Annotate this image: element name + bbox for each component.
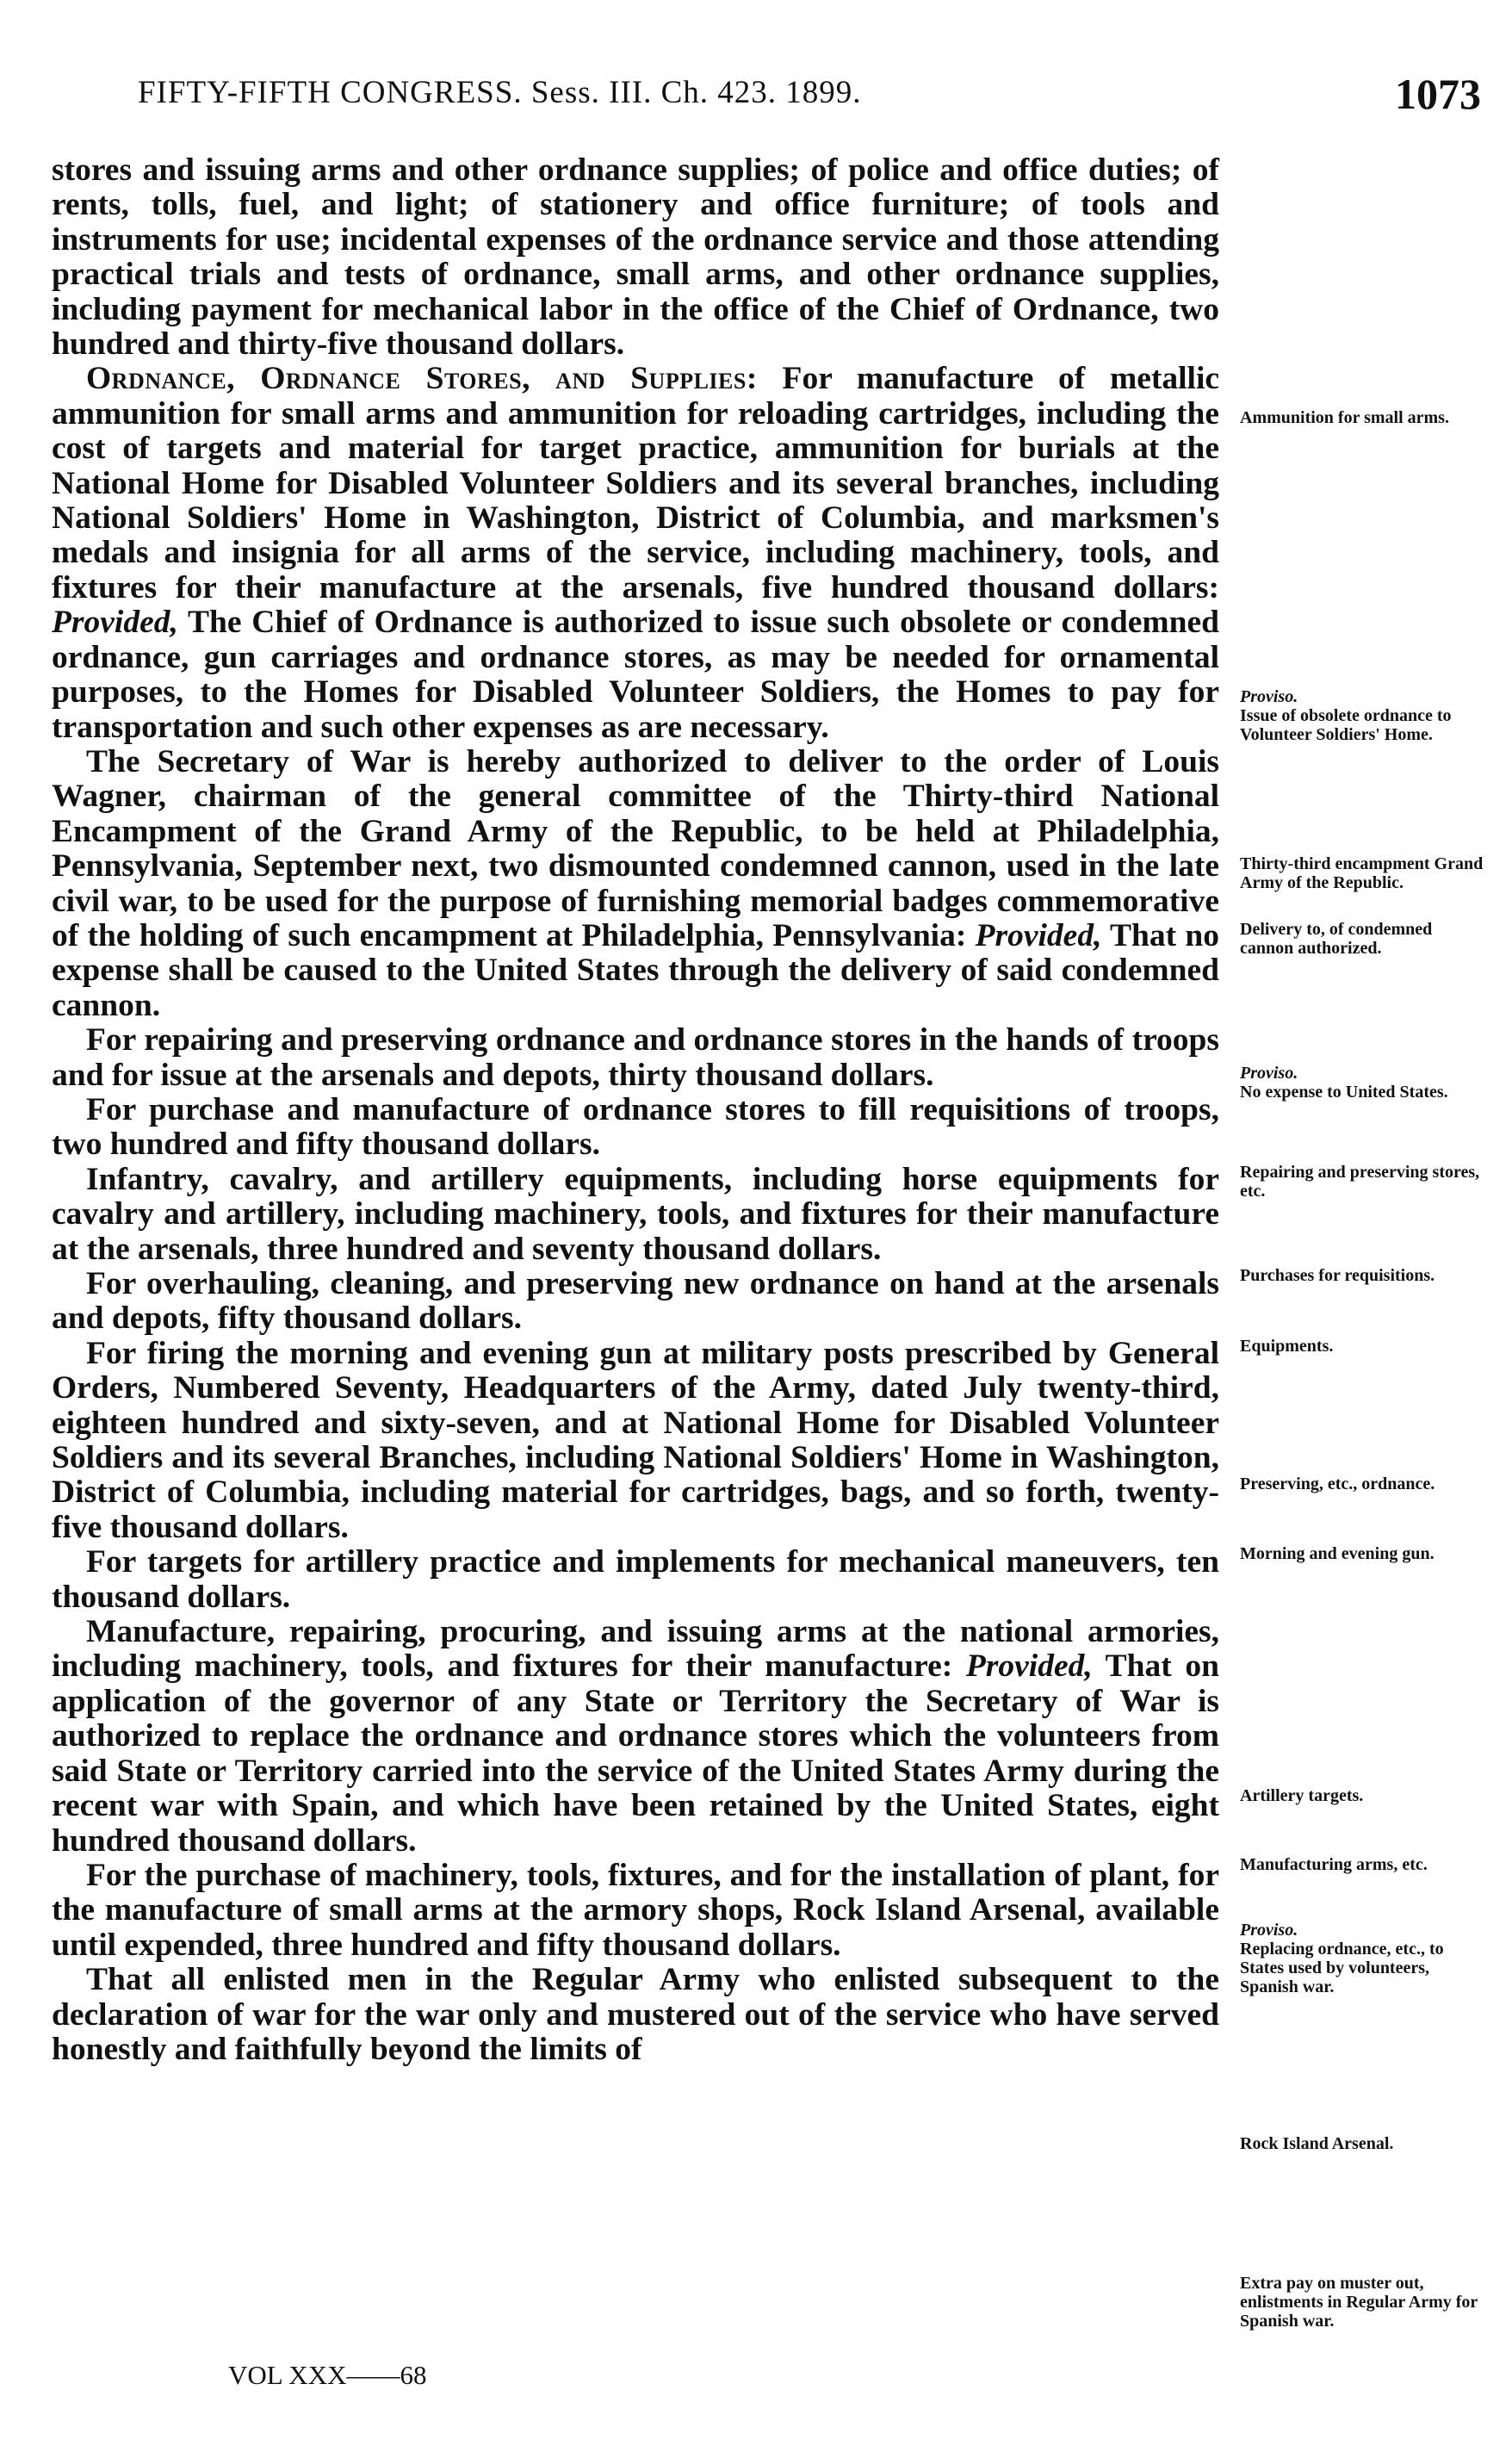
- margin-note: [1240, 2134, 1490, 2153]
- proviso-label: Proviso.: [1240, 687, 1298, 706]
- margin-note: [1240, 1786, 1490, 1805]
- paragraph: For overhauling, cleaning, and preserving new ordnance on hand at the arsenals and depots, fifty thousand dollars.: [52, 1266, 1219, 1337]
- margin-note: [1240, 1921, 1490, 1996]
- margin-note-text: Issue of obsolete ordnance to Volunteer Soldiers' Home.: [1240, 706, 1452, 744]
- paragraph: For targets for artillery practice and implements for mechanical maneuvers, ten thousand dollars.: [52, 1544, 1219, 1615]
- margin-note: [1240, 1064, 1490, 1102]
- margin-note: [1240, 2274, 1490, 2331]
- margin-note-text: Equipments.: [1240, 1337, 1334, 1356]
- margin-note: [1240, 687, 1490, 744]
- margin-note-text: Ammunition for small arms.: [1240, 408, 1449, 427]
- margin-note: [1240, 854, 1490, 892]
- paragraph-text: Manufacture, repairing, procuring, and issuing arms at the national armories, including machinery, tools, and fixtures for their manufacture:: [52, 1614, 1219, 1685]
- margin-note: [1240, 920, 1490, 958]
- paragraph: For the purchase of machinery, tools, fixtures, and for the installation of plant, for the manufacture of small arms at the armory shops, Rock Island Arsenal, available until expended, three hundred and fifty thousand dollars.: [52, 1857, 1219, 1963]
- margin-note: [1240, 1337, 1490, 1356]
- margin-note: [1240, 1266, 1490, 1285]
- margin-note: [1240, 1474, 1490, 1493]
- margin-note-text: Manufacturing arms, etc.: [1240, 1855, 1428, 1874]
- paragraph: That all enlisted men in the Regular Army who enlisted subsequent to the declaration of war for the war only and mustered out of the service who have served honestly and faithfully beyond the limits of: [52, 1962, 1219, 2067]
- proviso-label: Proviso.: [1240, 1921, 1298, 1940]
- paragraph-text: For manufacture of metallic ammunition for small arms and ammunition for reloading cartridges, including the cost of targets and material for target practice, ammunition for burials at the National Home for Disabled Volunteer Soldiers and its several branches, including National Soldiers' Home in Washington, District of Columbia, and marksmen's medals and insignia for all arms of the service, including machinery, tools, and fixtures for their manufacture at the arsenals, five hundred thousand dollars:: [52, 361, 1220, 605]
- provided-word: Provided,: [52, 605, 178, 641]
- running-header: [138, 70, 1481, 126]
- margin-note: [1240, 1855, 1490, 1874]
- proviso-text: That on application of the governor of any State or Territory the Secretary of War is authorized to replace the ordnance and ordnance stores which the volunteers from said State or Territory carried into the service of the United States Army during the recent war with Spain, and which have been retained by the United States, eight hundred thousand dollars.: [52, 1648, 1220, 1859]
- paragraph: For repairing and preserving ordnance and ordnance stores in the hands of troops and for issue at the arsenals and depots, thirty thousand dollars.: [52, 1022, 1219, 1093]
- paragraph: For purchase and manufacture of ordnance stores to fill requisitions of troops, two hundred and fifty thousand dollars.: [52, 1091, 1219, 1163]
- margin-note-text: Extra pay on muster out, enlistments in Regular Army for Spanish war.: [1240, 2274, 1478, 2331]
- margin-note-text: Thirty-third encampment Grand Army of the Republic.: [1240, 854, 1484, 892]
- margin-note-text: Rock Island Arsenal.: [1240, 2134, 1394, 2153]
- page-number: 1073: [1395, 70, 1481, 118]
- proviso-label: Proviso.: [1240, 1064, 1298, 1083]
- margin-note-text: Morning and evening gun.: [1240, 1544, 1435, 1563]
- main-text: [52, 153, 1219, 2067]
- margin-note-text: Repairing and preserving stores, etc.: [1240, 1163, 1480, 1201]
- proviso-text: That no expense shall be caused to the United States through the delivery of said condemned cannon.: [52, 917, 1219, 1023]
- margin-note-text: Preserving, etc., ordnance.: [1240, 1474, 1435, 1493]
- paragraph: [52, 362, 1219, 744]
- section-heading: Ordnance, Ordnance Stores, and Supplies:: [86, 361, 758, 397]
- margin-note-text: Delivery to, of condemned cannon authorized.: [1240, 920, 1433, 958]
- running-head: FIFTY-FIFTH CONGRESS. Sess. III. Ch. 423. 1899.: [138, 75, 862, 110]
- provided-word: Provided,: [975, 917, 1102, 953]
- proviso-text: The Chief of Ordnance is authorized to issue such obsolete or condemned ordnance, gun carriages and ordnance stores, as may be needed for ornamental purposes, to the Homes for Disabled Volunteer Soldiers, the Homes to pay for transportation and such other expenses as are necessary.: [52, 605, 1219, 745]
- paragraph-text: The Secretary of War is hereby authorized to deliver to the order of Louis Wagner, chairman of the general committee of the Thirty-third National Encampment of the Grand Army of the Republic, to be held at Philadelphia, Pennsylvania, September next, two dismounted condemned cannon, used in the late civil war, to be used for the purpose of furnishing memorial badges commemorative of the holding of such encampment at Philadelphia, Pennsylvania:: [52, 743, 1219, 953]
- margin-note-text: Artillery targets.: [1240, 1786, 1364, 1805]
- paragraph: [52, 745, 1219, 1023]
- paragraph: stores and issuing arms and other ordnance supplies; of police and office duties; of rents, tolls, fuel, and light; of stationery and office furniture; of tools and instruments for use; incidental expenses of the ordnance service and those attending practical trials and tests of ordnance, small arms, and other ordnance supplies, including payment for mechanical labor in the office of the Chief of Ordnance, two hundred and thirty-five thousand dollars.: [52, 152, 1219, 363]
- paragraph: [52, 1615, 1219, 1859]
- paragraph: For firing the morning and evening gun at military posts prescribed by General Orders, Numbered Seventy, Headquarters of the Army, dated July twenty-third, eighteen hundred and sixty-seven, and at National Home for Disabled Volunteer Soldiers and its several Branches, including National Soldiers' Home in Washington, District of Columbia, including material for cartridges, bags, and so forth, twenty-five thousand dollars.: [52, 1335, 1219, 1545]
- margin-note-text: No expense to United States.: [1240, 1083, 1448, 1102]
- margin-note-text: Purchases for requisitions.: [1240, 1266, 1435, 1285]
- margin-note: [1240, 1544, 1490, 1563]
- signature-mark: VOL XXX——68: [228, 2360, 427, 2390]
- provided-word: Provided,: [965, 1648, 1093, 1685]
- margin-note-text: Replacing ordnance, etc., to States used by volunteers, Spanish war.: [1240, 1940, 1444, 1996]
- margin-note: [1240, 1163, 1490, 1201]
- paragraph: Infantry, cavalry, and artillery equipments, including horse equipments for cavalry and artillery, including machinery, tools, and fixtures for their manufacture at the arsenals, three hundred and seventy thousand dollars.: [52, 1161, 1219, 1267]
- margin-note: [1240, 408, 1490, 427]
